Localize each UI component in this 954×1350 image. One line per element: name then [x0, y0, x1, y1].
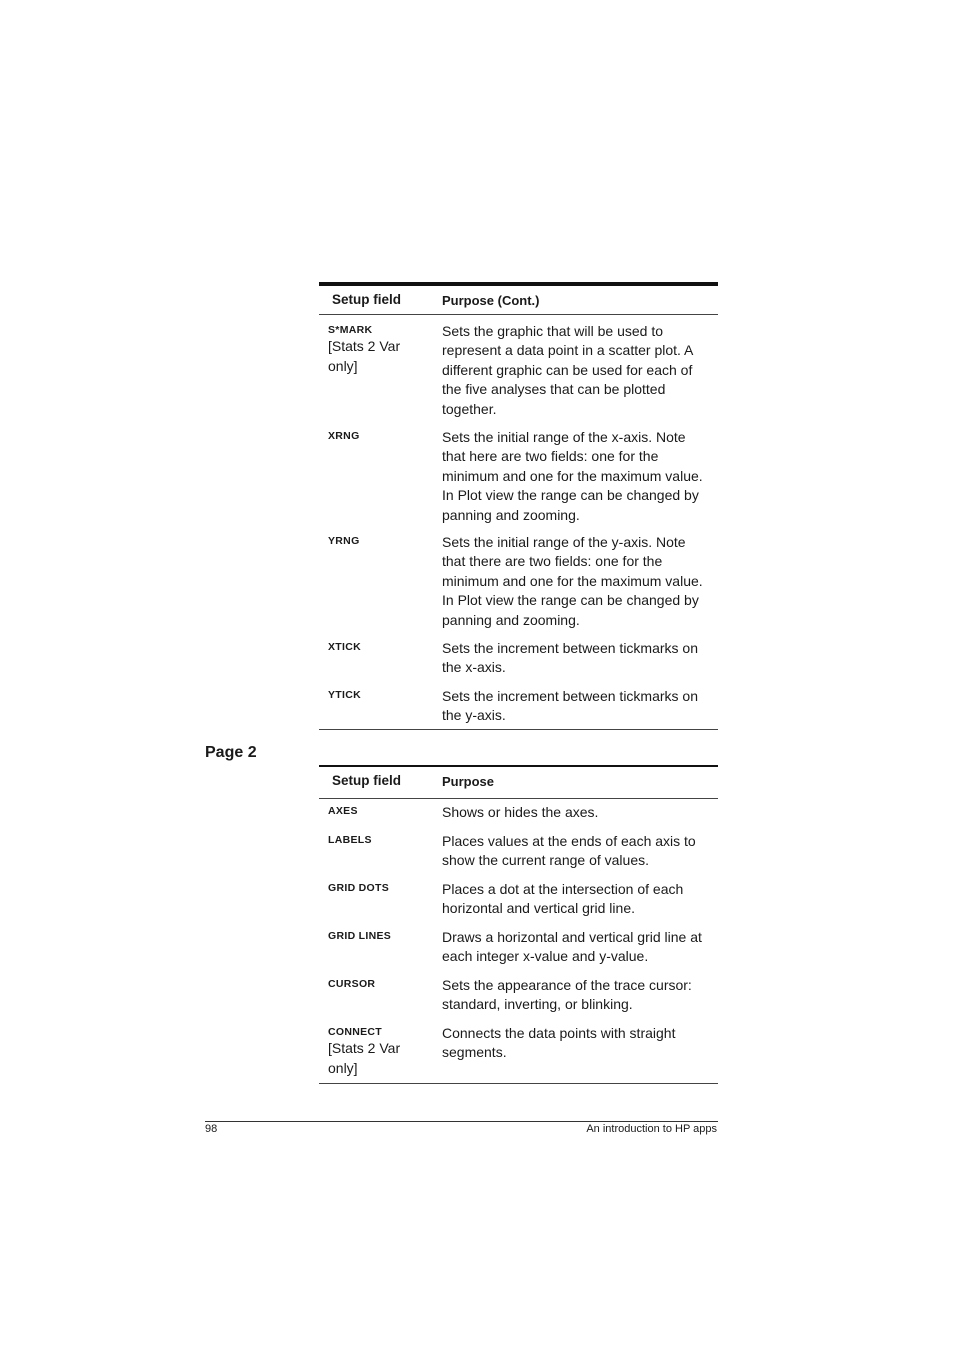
- field-name: GRID DOTS: [328, 882, 390, 894]
- field-name: YTICK: [328, 689, 361, 701]
- field-cell: [328, 533, 428, 547]
- page-number: 98: [205, 1123, 218, 1135]
- field-note: [Stats 2 Var only]: [328, 1040, 401, 1076]
- field-name: XRNG: [328, 430, 360, 442]
- purpose-text: Draws a horizontal and vertical grid line at each integer x-value and y-value.: [442, 929, 702, 965]
- field-cell: [328, 687, 428, 701]
- purpose-text: Places values at the ends of each axis to show the current range of values.: [442, 833, 696, 869]
- field-name: CONNECT: [328, 1026, 383, 1038]
- purpose-text: Sets the increment between tickmarks on the y-axis.: [442, 688, 699, 724]
- field-cell: [328, 832, 428, 846]
- header-setup-field: Setup field: [332, 292, 402, 307]
- field-name: S*MARK: [328, 324, 373, 336]
- purpose-text: Connects the data points with straight segments.: [442, 1025, 676, 1061]
- field-name: GRID LINES: [328, 930, 392, 942]
- field-cell: [328, 976, 428, 990]
- purpose-text: Sets the appearance of the trace cursor: standard, inverting, or blinking.: [442, 977, 692, 1013]
- table-bottom-rule: [319, 1083, 718, 1084]
- section-title: Page 2: [205, 744, 257, 761]
- field-cell: [328, 803, 428, 817]
- header-setup-field: Setup field: [332, 773, 402, 788]
- purpose-text: Sets the graphic that will be used to represent a data point in a scatter plot. A different graphic can be used for each of the five analyses that can be plotted together.: [442, 323, 693, 417]
- purpose-text: Sets the initial range of the x-axis. Note that here are two fields: one for the minimum and one for the maximum value. In Plot view the range can be changed by panning and zooming.: [442, 429, 703, 523]
- field-name: LABELS: [328, 834, 372, 846]
- field-name: XTICK: [328, 641, 361, 653]
- purpose-text: Sets the increment between tickmarks on the x-axis.: [442, 640, 699, 676]
- footer-title: An introduction to HP apps: [586, 1123, 717, 1135]
- table-header: [319, 767, 718, 799]
- header-purpose: Purpose: [442, 774, 495, 789]
- field-note: [Stats 2 Var only]: [328, 338, 401, 374]
- field-cell: [328, 428, 428, 442]
- field-cell: [328, 928, 428, 942]
- field-cell: [328, 1024, 428, 1078]
- field-cell: [328, 880, 428, 894]
- field-cell: [328, 322, 428, 376]
- purpose-text: Shows or hides the axes.: [442, 804, 599, 820]
- table-bottom-rule: [319, 729, 718, 730]
- purpose-text: Sets the initial range of the y-axis. Note that there are two fields: one for the minimum and one for the maximum value. In Plot view the range can be changed by panning and zooming.: [442, 534, 703, 628]
- setup-table-page1: [319, 282, 718, 724]
- footer-rule: [205, 1121, 718, 1122]
- purpose-text: Places a dot at the intersection of each horizontal and vertical grid line.: [442, 881, 684, 917]
- header-purpose: Purpose (Cont.): [442, 293, 540, 308]
- field-name: CURSOR: [328, 978, 376, 990]
- table-header: [319, 286, 718, 315]
- setup-table-page2: [319, 765, 718, 1076]
- field-cell: [328, 639, 428, 653]
- field-name: YRNG: [328, 535, 360, 547]
- field-name: AXES: [328, 805, 358, 817]
